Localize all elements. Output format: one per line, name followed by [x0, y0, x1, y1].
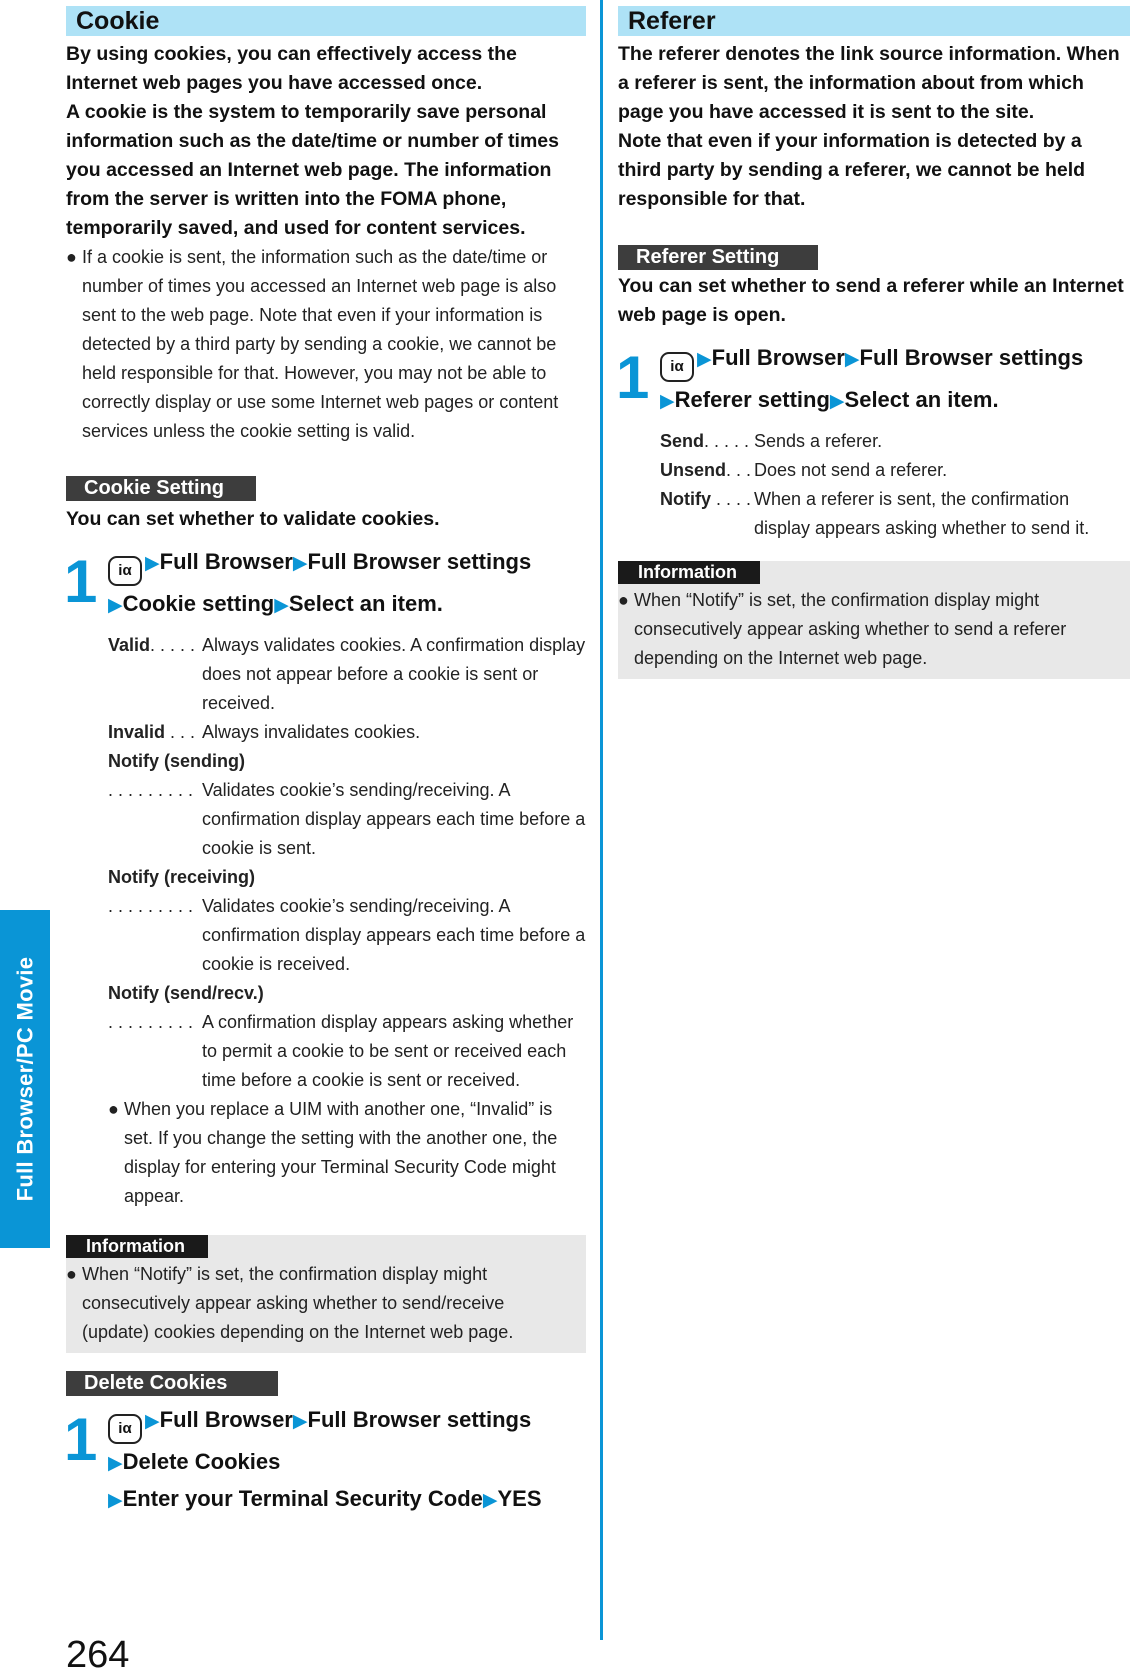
side-tab-label: Full Browser/PC Movie	[12, 956, 37, 1202]
arrow-right-icon: ▶	[145, 553, 160, 574]
arrow-right-icon: ▶	[108, 1453, 123, 1474]
arrow-right-icon: ▶	[697, 349, 712, 370]
arrow-right-icon: ▶	[660, 391, 675, 412]
referer-column	[618, 6, 1130, 679]
option-notify: Notify . . . . When a referer is sent, the confirmation display appears asking whether to send it.	[660, 489, 1090, 538]
option-notify-sendrecv: . . . . . . . . . A confirmation display appears asking whether to permit a cookie to be sent or received each time before a cookie is sent or received.	[108, 1012, 574, 1090]
option-notify-receiving-name: Notify (receiving)	[108, 867, 256, 887]
bullet-icon: ●	[108, 1099, 119, 1119]
option-notify-sendrecv-name: Notify (send/recv.)	[108, 983, 264, 1003]
arrow-right-icon: ▶	[108, 595, 123, 616]
cookie-information-box	[66, 1235, 586, 1353]
side-tab-label-wrap	[0, 910, 50, 1248]
i-alpha-key-icon: iα	[660, 352, 694, 382]
step-number: 1	[64, 1406, 98, 1473]
arrow-right-icon: ▶	[829, 391, 845, 412]
bullet-icon: ●	[66, 247, 77, 267]
information-label: Information	[618, 561, 760, 584]
bullet-icon: ●	[66, 1264, 77, 1284]
cookie-setting-note: ● When you replace a UIM with another one, “Invalid” is set. If you change the setting with the another one, the display for entering your Terminal Security Code might appear.	[108, 1095, 586, 1211]
delete-cookies-bar: Delete Cookies	[66, 1371, 278, 1396]
option-send: Send. . . . . Sends a referer.	[660, 431, 883, 451]
cookie-setting-desc: You can set whether to validate cookies.	[66, 508, 440, 530]
option-notify-sending-name: Notify (sending)	[108, 751, 245, 771]
cookie-options	[66, 631, 586, 1211]
cookie-note: ● If a cookie is sent, the information such as the date/time or number of times you accessed an Internet web page is also sent to the web page. Note that even if your information is detected by a third party by sending a cookie, we cannot be held responsible for that. However, you may not be able to correctly display or use some Internet web pages or content services unless the cookie setting is valid.	[66, 243, 586, 446]
referer-setting-desc: You can set whether to send a referer while an Internet web page is open.	[618, 275, 1124, 326]
referer-setting-step: 1 iα ▶Full Browser▶Full Browser settings ▶Referer setting▶Select an item.	[616, 344, 1084, 412]
referer-intro-1: The referer denotes the link source information. When a referer is sent, the information about from which page you have accessed it is sent to the site.	[618, 43, 1120, 123]
arrow-right-icon: ▶	[108, 1490, 123, 1511]
arrow-right-icon: ▶	[145, 1411, 160, 1432]
option-notify-receiving: . . . . . . . . . Validates cookie’s sending/receiving. A confirmation display appears each time before a cookie is received.	[108, 896, 586, 974]
cookie-section-title: Cookie	[66, 6, 586, 36]
referer-information-text: ● When “Notify” is set, the confirmation display might consecutively appear asking whether to send a referer depending on the Internet web page.	[618, 586, 1116, 673]
column-divider	[600, 0, 603, 1640]
cookie-column	[66, 6, 586, 1518]
bullet-icon: ●	[618, 590, 629, 610]
step-number: 1	[616, 344, 650, 411]
cookie-setting-step: 1 iα ▶Full Browser▶Full Browser settings ▶Cookie setting▶Select an item.	[64, 548, 532, 616]
cookie-intro-1: By using cookies, you can effectively access the Internet web pages you have accessed once.	[66, 43, 517, 94]
referer-information-box	[618, 561, 1130, 679]
referer-section-title: Referer	[618, 6, 1130, 36]
option-valid: Valid. . . . . Always validates cookies. A confirmation display does not appear before a cookie is sent or received.	[108, 635, 586, 713]
delete-cookies-step: 1 iα ▶Full Browser▶Full Browser settings ▶Delete Cookies ▶Enter your Terminal Security Code▶YES	[64, 1406, 542, 1511]
step-number: 1	[64, 548, 98, 615]
referer-options	[618, 427, 1130, 543]
arrow-right-icon: ▶	[292, 553, 308, 574]
cookie-intro-2: A cookie is the system to temporarily save personal information such as the date/time or number of times you accessed an Internet web page. The information from the server is written into the FOMA phone, temporarily saved, and used for content services.	[66, 101, 559, 239]
referer-setting-bar: Referer Setting	[618, 245, 818, 270]
cookie-setting-bar: Cookie Setting	[66, 476, 256, 501]
referer-intro-2: Note that even if your information is detected by a third party by sending a referer, we cannot be held responsible for that.	[618, 130, 1086, 210]
option-invalid: Invalid . . . Always invalidates cookies.	[108, 722, 421, 742]
arrow-right-icon: ▶	[482, 1490, 498, 1511]
arrow-right-icon: ▶	[292, 1411, 308, 1432]
i-alpha-key-icon: iα	[108, 1414, 142, 1444]
page-number: 264	[66, 1634, 130, 1676]
arrow-right-icon: ▶	[274, 595, 289, 616]
i-alpha-key-icon: iα	[108, 556, 142, 586]
option-unsend: Unsend. . . Does not send a referer.	[660, 460, 948, 480]
option-notify-sending: . . . . . . . . . Validates cookie’s sending/receiving. A confirmation display appears each time before a cookie is sent.	[108, 780, 586, 858]
cookie-information-text: ● When “Notify” is set, the confirmation display might consecutively appear asking whether to send/receive (update) cookies depending on the Internet web page.	[66, 1260, 572, 1347]
information-label: Information	[66, 1235, 208, 1258]
arrow-right-icon: ▶	[844, 349, 860, 370]
